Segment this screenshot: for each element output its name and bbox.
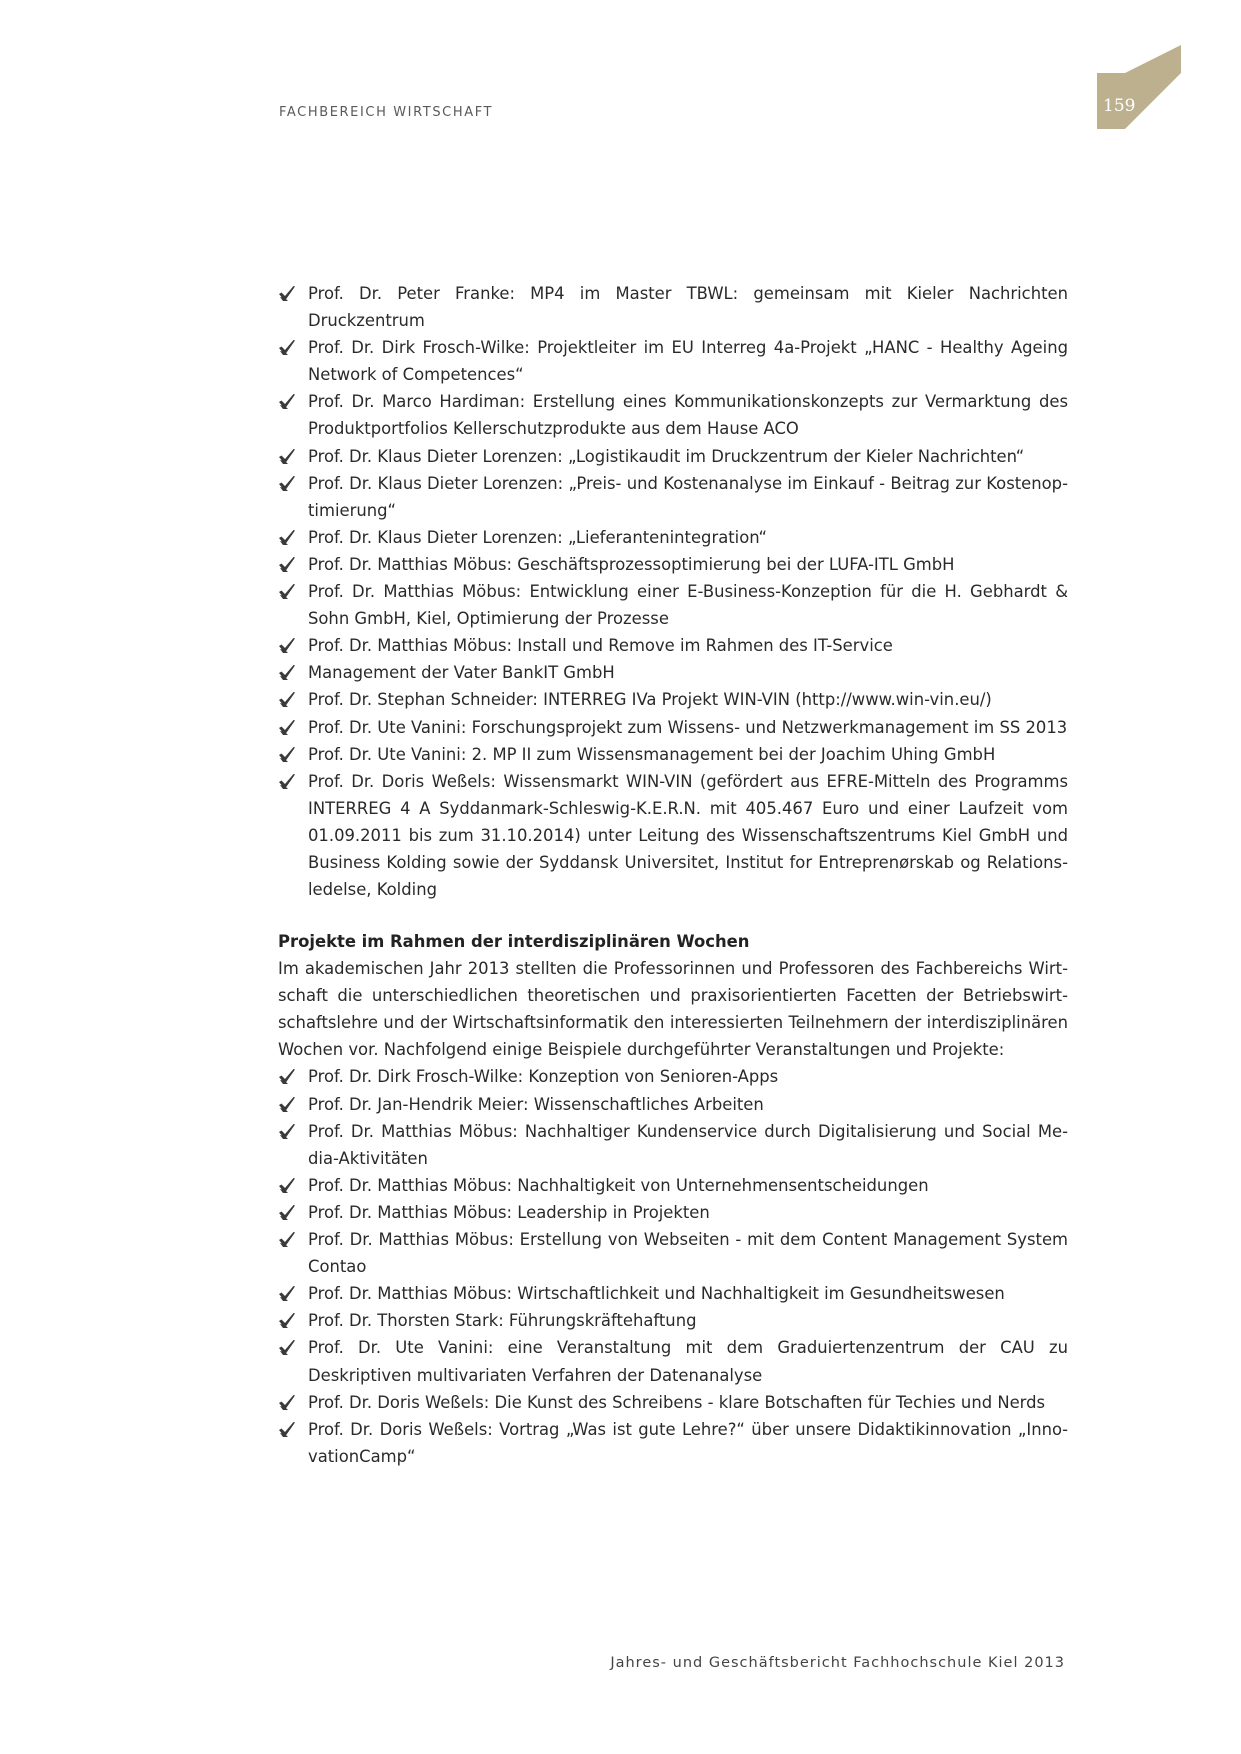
- check-mark-icon: [278, 1068, 296, 1085]
- check-mark-icon: [278, 1177, 296, 1194]
- list-item-text: Prof. Dr. Doris Weßels: Vortrag „Was ist gute Lehre?“ über unsere Didaktikinnovation „InnovationCamp“: [308, 1419, 1068, 1466]
- check-mark-icon: [278, 529, 296, 546]
- check-mark-icon: [278, 691, 296, 708]
- project-list: [278, 280, 1068, 903]
- check-mark-icon: [278, 664, 296, 681]
- check-mark-icon: [278, 1285, 296, 1302]
- list-item-text: Prof. Dr. Klaus Dieter Lorenzen: „Logistikaudit im Druckzentrum der Kieler Nachrichten“: [308, 446, 1025, 466]
- check-mark-icon: [278, 1096, 296, 1113]
- check-mark-icon: [278, 1339, 296, 1356]
- check-mark-icon: [278, 1421, 296, 1438]
- list-item-text: Prof. Dr. Matthias Möbus: Leadership in Projekten: [308, 1202, 710, 1222]
- list-item-text: Prof. Dr. Dirk Frosch-Wilke: Konzeption von Senioren-Apps: [308, 1067, 779, 1087]
- list-item: [278, 578, 1068, 632]
- list-item-text: Prof. Dr. Matthias Möbus: Nachhaltigkeit von Unternehmensentscheidungen: [308, 1175, 929, 1195]
- check-mark-icon: [278, 583, 296, 600]
- list-item: [278, 714, 1068, 741]
- list-item-text: Prof. Dr. Marco Hardiman: Erstellung eines Kommunikationskonzepts zur Vermarktung des Produktportfolios Kellerschutzprodukte aus dem Hause ACO: [308, 392, 1068, 439]
- list-item-text: Prof. Dr. Matthias Möbus: Entwicklung einer E-Business-Konzeption für die H. Gebhardt & Sohn GmbH, Kiel, Optimierung der Prozesse: [308, 582, 1068, 629]
- list-item: [278, 1334, 1068, 1388]
- footer-text: Jahres- und Geschäftsbericht Fachhochschule Kiel 2013: [610, 1655, 1065, 1671]
- check-mark-icon: [278, 1394, 296, 1411]
- check-mark-icon: [278, 556, 296, 573]
- list-item-text: Prof. Dr. Klaus Dieter Lorenzen: „Lieferantenintegration“: [308, 527, 767, 547]
- list-item: [278, 632, 1068, 659]
- list-item: [278, 280, 1068, 334]
- list-item-text: Prof. Dr. Matthias Möbus: Nachhaltiger Kundenservice durch Digitalisierung und Social Media-Aktivitäten: [308, 1121, 1068, 1168]
- list-item: [278, 1091, 1068, 1118]
- check-mark-icon: [278, 1231, 296, 1248]
- section-heading: Projekte im Rahmen der interdisziplinären Wochen: [278, 932, 750, 951]
- check-mark-icon: [278, 448, 296, 465]
- checklist-1: [278, 280, 1068, 903]
- list-item: [278, 741, 1068, 768]
- page-number: 159: [1103, 96, 1136, 116]
- check-mark-icon: [278, 285, 296, 302]
- check-mark-icon: [278, 393, 296, 410]
- check-mark-icon: [278, 637, 296, 654]
- list-item: [278, 334, 1068, 388]
- list-item-text: Prof. Dr. Ute Vanini: Forschungsprojekt zum Wissens- und Netzwerkmanagement im SS 2013: [308, 717, 1068, 737]
- list-item: [278, 1063, 1068, 1090]
- list-item: [278, 1172, 1068, 1199]
- list-item-text: Prof. Dr. Dirk Frosch-Wilke: Projektleiter im EU Interreg 4a-Projekt „HANC - Healthy Ageing Network of Competences“: [308, 338, 1068, 385]
- list-item-text: Prof. Dr. Matthias Möbus: Geschäftsprozessoptimierung bei der LUFA-ITL GmbH: [308, 554, 955, 574]
- list-item-text: Prof. Dr. Klaus Dieter Lorenzen: „Preis- und Kostenanalyse im Einkauf - Beitrag zur Kostenoptimierung“: [308, 473, 1068, 520]
- list-item-text: Prof. Dr. Peter Franke: MP4 im Master TBWL: gemeinsam mit Kieler Nachrichten Druckzentrum: [308, 284, 1068, 331]
- list-item: [278, 1118, 1068, 1172]
- list-item: [278, 659, 1068, 686]
- list-item: [278, 470, 1068, 524]
- list-item-text: Prof. Dr. Stephan Schneider: INTERREG IVa Projekt WIN-VIN (http://www.win-vin.eu/): [308, 690, 992, 710]
- header-department: FACHBEREICH WIRTSCHAFT: [279, 105, 494, 120]
- list-item: [278, 443, 1068, 470]
- check-mark-icon: [278, 719, 296, 736]
- list-item-text: Prof. Dr. Ute Vanini: eine Veranstaltung mit dem Graduiertenzentrum der CAU zu Deskriptiven multivariaten Verfahren der Datenanalyse: [308, 1338, 1068, 1385]
- section-intro: Im akademischen Jahr 2013 stellten die Professorinnen und Professoren des Fachbereichs Wirtschaft die unterschiedlichen theoretischen und praxisorientierten Facetten der Betriebswirtschaftslehre und der Wirtschaftsinformatik den interessierten Teilnehmern der interdisziplinären Wochen vor. Nachfolgend einige Beispiele durchgeführter Veranstaltungen und Projekte:: [278, 959, 1068, 1060]
- list-item: [278, 1226, 1068, 1280]
- check-mark-icon: [278, 1123, 296, 1140]
- check-mark-icon: [278, 1204, 296, 1221]
- check-mark-icon: [278, 1312, 296, 1329]
- check-mark-icon: [278, 773, 296, 790]
- list-item-text: Prof. Dr. Jan-Hendrik Meier: Wissenschaftliches Arbeiten: [308, 1094, 764, 1114]
- list-item: [278, 1416, 1068, 1470]
- list-item-text: Prof. Dr. Ute Vanini: 2. MP II zum Wissensmanagement bei der Joachim Uhing GmbH: [308, 744, 996, 764]
- list-item-text: Prof. Dr. Matthias Möbus: Erstellung von Webseiten - mit dem Content Management System Contao: [308, 1230, 1068, 1277]
- list-item: [278, 524, 1068, 551]
- checklist-2: [278, 1063, 1068, 1469]
- list-item-text: Prof. Dr. Matthias Möbus: Install und Remove im Rahmen des IT-Service: [308, 636, 893, 656]
- list-item-text: Prof. Dr. Matthias Möbus: Wirtschaftlichkeit und Nachhaltigkeit im Gesundheitswesen: [308, 1284, 1005, 1304]
- list-item: [278, 1199, 1068, 1226]
- check-mark-icon: [278, 746, 296, 763]
- check-mark-icon: [278, 475, 296, 492]
- list-item-text: Management der Vater BankIT GmbH: [308, 663, 615, 683]
- interdisciplinary-section: [278, 928, 1068, 1470]
- list-item-text: Prof. Dr. Doris Weßels: Wissensmarkt WIN-VIN (gefördert aus EFRE-Mitteln des Programms INTERREG 4 A Syddanmark-Schleswig-K.E.R.N. mit 405.467 Euro und einer Laufzeit vom 01.09.2011 bis zum 31.10.2014) unter Leitung des Wissenschaftszentrums Kiel GmbH und Business Kolding sowie der Syddansk Universitet, Institut for Entreprenørskab og Relationsledelse, Kolding: [308, 771, 1068, 900]
- page-number-tab: [1097, 45, 1181, 129]
- list-item-text: Prof. Dr. Thorsten Stark: Führungskräftehaftung: [308, 1311, 697, 1331]
- list-item: [278, 686, 1068, 713]
- list-item: [278, 768, 1068, 903]
- check-mark-icon: [278, 339, 296, 356]
- list-item: [278, 1307, 1068, 1334]
- list-item: [278, 1389, 1068, 1416]
- list-item: [278, 1280, 1068, 1307]
- list-item: [278, 551, 1068, 578]
- list-item: [278, 388, 1068, 442]
- list-item-text: Prof. Dr. Doris Weßels: Die Kunst des Schreibens - klare Botschaften für Techies und Nerds: [308, 1392, 1046, 1412]
